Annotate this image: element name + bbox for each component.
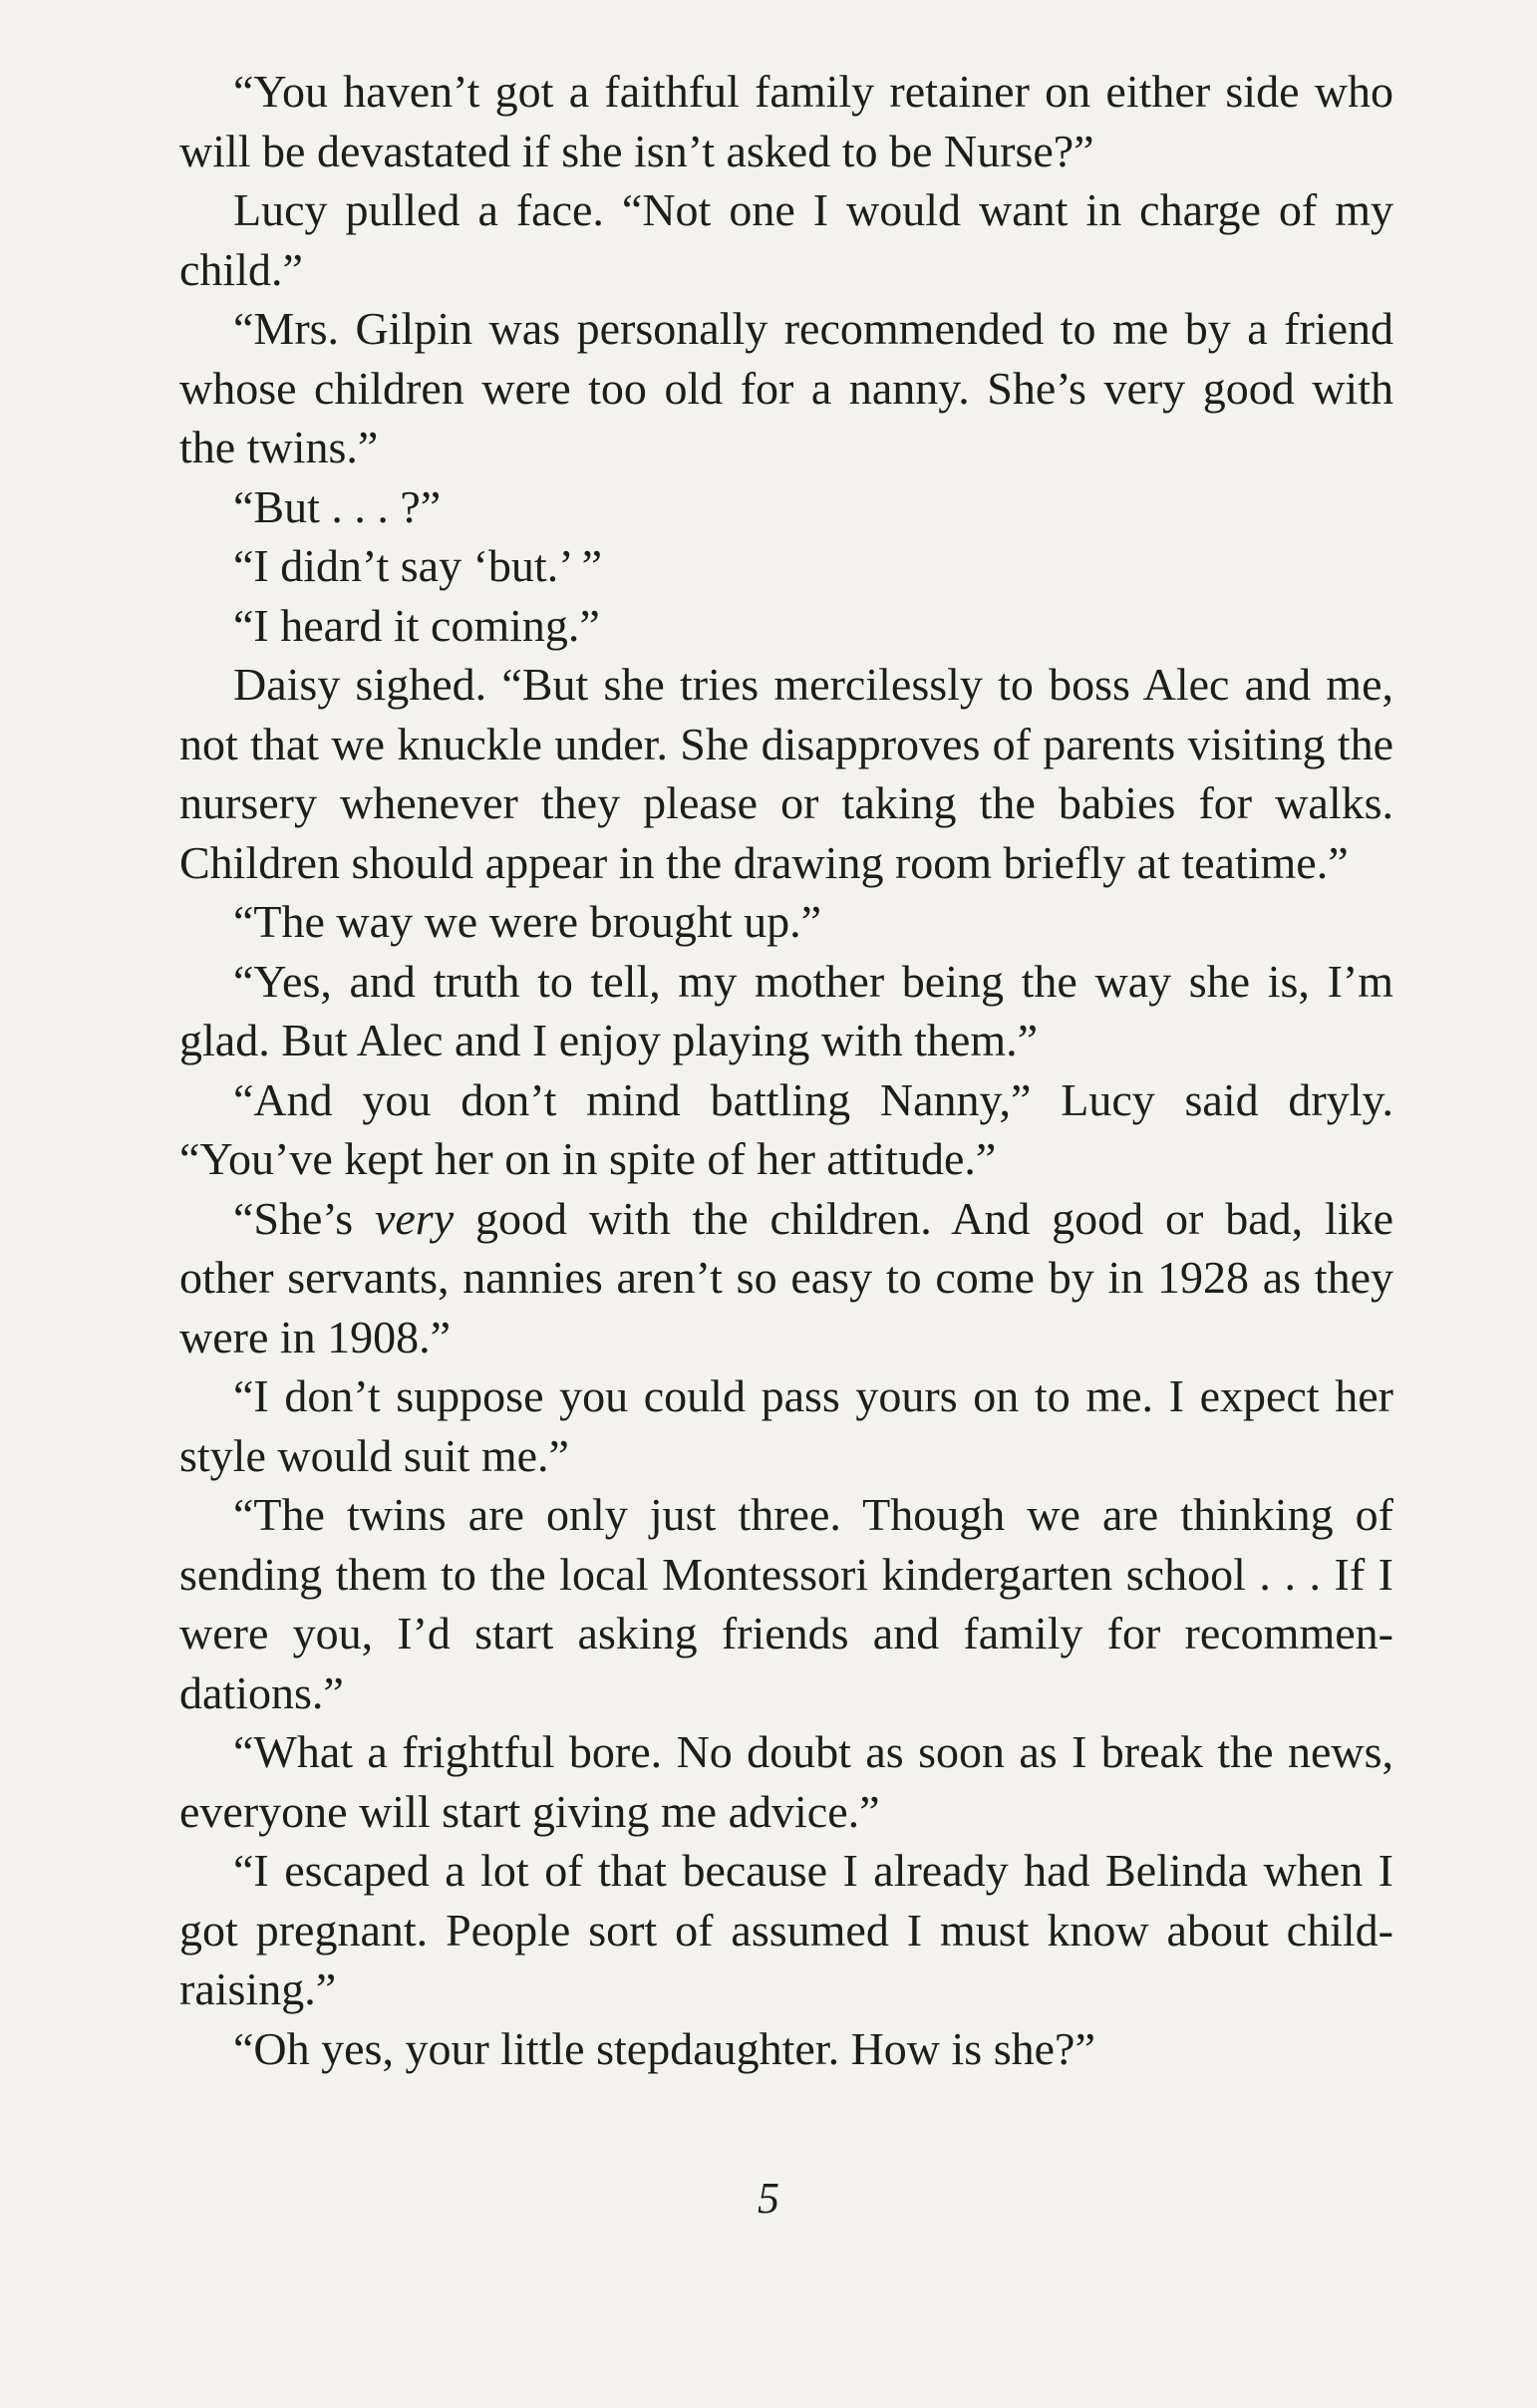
paragraph (179, 1189, 1393, 1367)
paragraph: “And you don’t mind battling Nanny,” Lucy said dryly. “You’ve kept her on in spite of her attitude.” (179, 1073, 1393, 1184)
page-number: 5 (758, 2174, 779, 2223)
paragraph: “I heard it coming.” (233, 599, 600, 651)
paragraph: “I don’t suppose you could pass yours on to me. I expect her style would suit me.” (179, 1370, 1393, 1481)
emphasized-word: very (374, 1192, 455, 1244)
paragraph: “What a frightful bore. No doubt as soon as I break the news, everyone will start giving me advice.” (179, 1726, 1393, 1837)
paragraph: “I didn’t say ‘but.’ ” (233, 540, 603, 591)
paragraph: “The twins are only just three. Though we are thinking of sending them to the local Montessori kindergarten school . . . If I were you, I’d start asking friends and family for recommendations.” (179, 1489, 1393, 1718)
paragraph: Daisy sighed. “But she tries mercilessly to boss Alec and me, not that we knuckle under. She disapproves of parents visiting the nursery whenever they please or taking the babies for walks. Children should appear in the drawing room briefly at teatime.” (179, 659, 1393, 888)
paragraph: “Oh yes, your little stepdaughter. How is she?” (233, 2022, 1095, 2074)
paragraph: “I escaped a lot of that because I already had Belinda when I got pregnant. People sort of assumed I must know about childraising.” (179, 1845, 1393, 2014)
body-text (179, 62, 1393, 2078)
paragraph: Lucy pulled a face. “Not one I would want in charge of my child.” (179, 184, 1393, 295)
paragraph: “But . . . ?” (233, 480, 442, 532)
paragraph: “Mrs. Gilpin was personally recommended to me by a friend whose children were too old for a nanny. She’s very good with the twins.” (179, 303, 1393, 472)
paragraph-text: “She’s (233, 1192, 375, 1244)
paragraph: “Yes, and truth to tell, my mother being the way she is, I’m glad. But Alec and I enjoy playing with them.” (179, 955, 1393, 1065)
paragraph: “The way we were brought up.” (233, 896, 822, 947)
paragraph-text: good with the children. And good or bad, like other servants, nannies aren’t so easy to come by in 1928 as they were in 1908.” (179, 1192, 1393, 1362)
paragraph: “You haven’t got a faithful family retainer on either side who will be devastated if she isn’t asked to be Nurse?” (179, 66, 1393, 176)
